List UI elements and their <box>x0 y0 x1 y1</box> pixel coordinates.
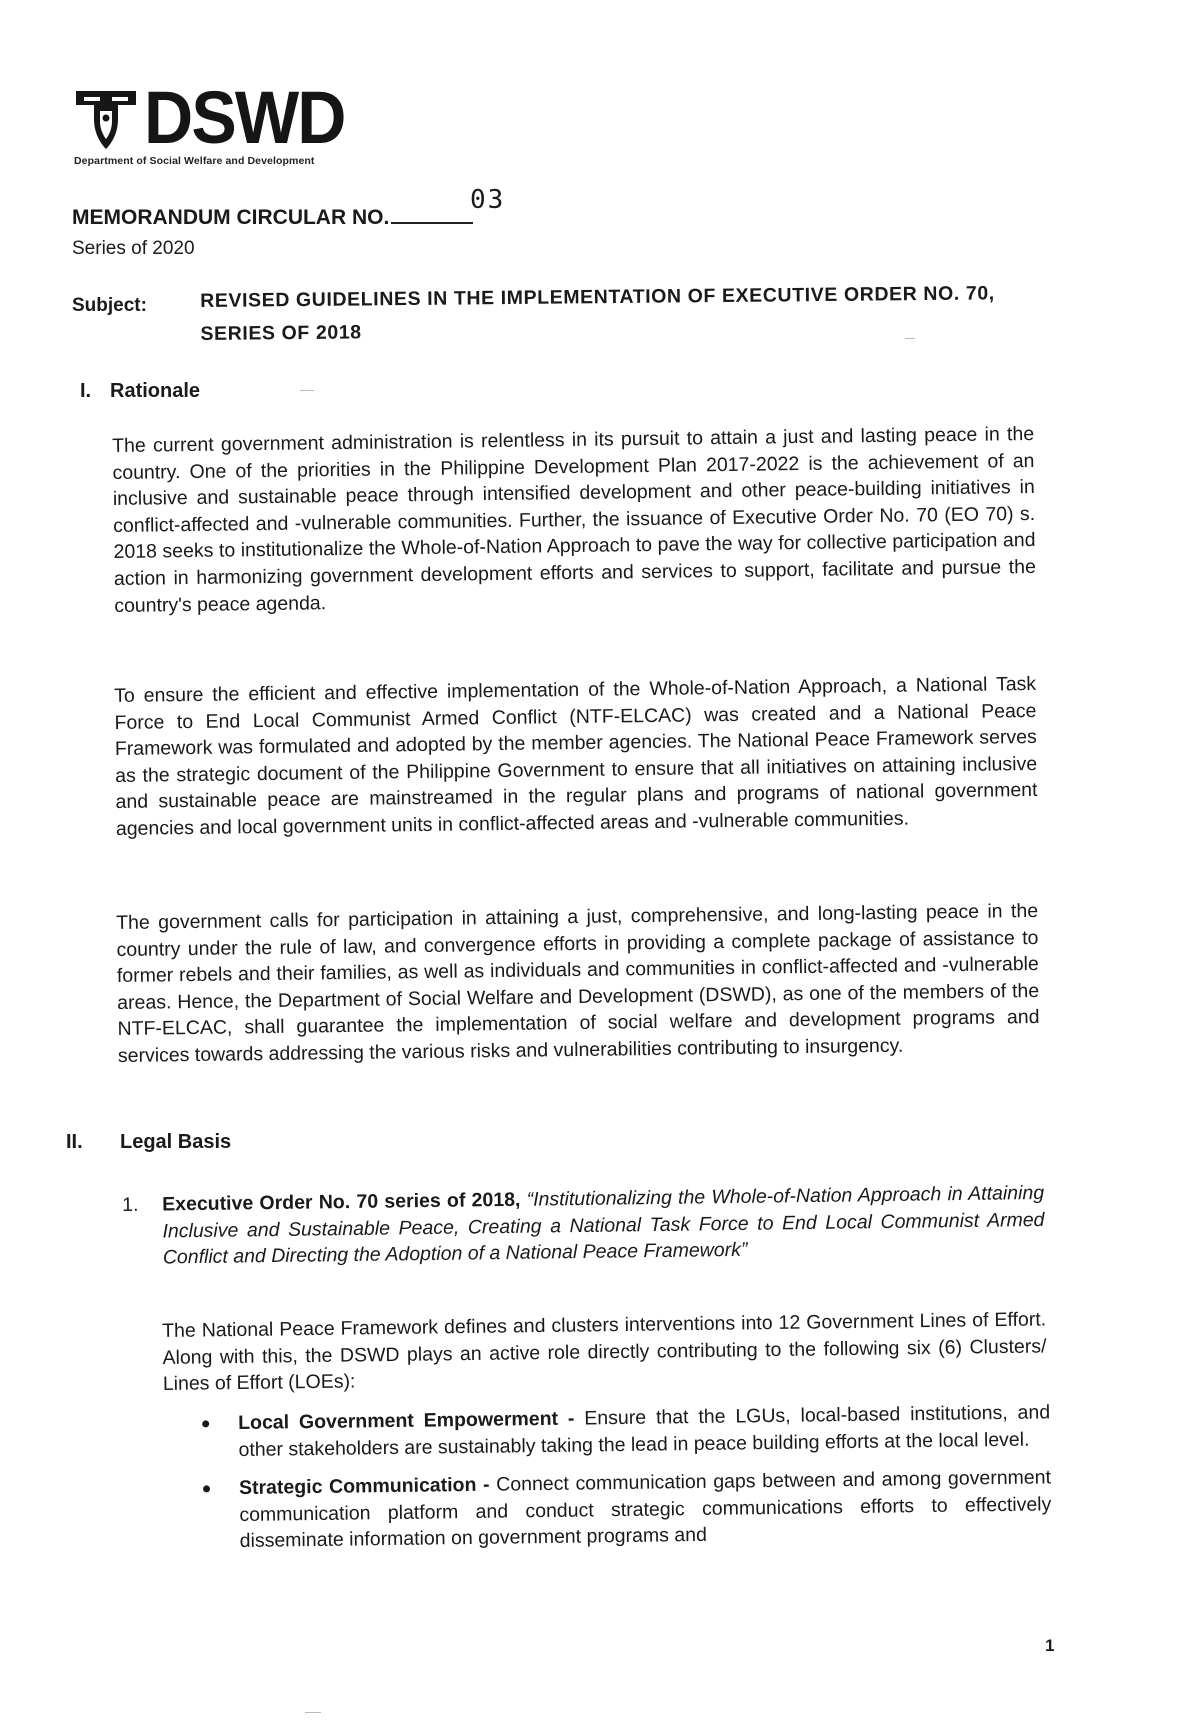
section-2-title: Legal Basis <box>120 1131 232 1153</box>
dswd-logo <box>74 76 364 167</box>
rationale-paragraph-1: The current government administration is relentless in its pursuit to attain a just and lasting peace in the country. One of the priorities in the Philippine Development Plan 2017-2022 is the achievement of an inclusive and sustainable peace through intensified development and other peace-building initiatives in conflict-affected and -vulnerable communities. Further, the issuance of Executive Order No. 70 (EO 70) s. 2018 seeks to institutionalize the Whole-of-Nation Approach to pave the way for collective participation and action in harmonizing government development efforts and services to support, facilitate and pursue the country's peace agenda. <box>112 422 1036 617</box>
item-1-quote: “Institutionalizing the Whole-of-Nation Approach in Attaining Inclusive and Sustainable Peace, Creating a National Task Force to End Local Communist Armed Conflict and Directing the Adoption of a National Peace Framework” <box>162 1181 1045 1269</box>
legal-basis-item-1 <box>122 1180 1045 1272</box>
rationale-paragraph-3: The government calls for participation in attaining a just, comprehensive, and long-lasting peace in the country under the rule of law, and convergence efforts in providing a complete package of assistance to former rebels and their families, as well as individuals and communities in conflict-affected and -vulnerable areas. Hence, the Department of Social Welfare and Development (DSWD), as one of the members of the NTF-ELCAC, shall guarantee the implementation of social welfare and development programs and services towards addressing the various risks and vulnerabilities contributing to insurgency. <box>116 899 1040 1067</box>
subject-label: Subject: <box>72 295 147 316</box>
section-1-title: Rationale <box>110 380 201 402</box>
bullet-icon <box>203 1486 210 1493</box>
loe-title: Strategic Communication - <box>238 1473 490 1500</box>
scan-speck <box>905 338 915 339</box>
loe-bullet-list <box>238 1399 1052 1567</box>
legal-basis-paragraph: The National Peace Framework defines and clusters interventions into 12 Government Lines of Effort. Along with this, the DSWD plays an active role directly contributing to the following six (6) Clusters/ Lines of Effort (LOEs): <box>162 1308 1047 1396</box>
series-label: Series of 2020 <box>72 238 195 259</box>
loe-bullet-item <box>238 1399 1051 1463</box>
rationale-paragraph-2: To ensure the efficient and effective implementation of the Whole-of-Nation Approach, a National Task Force to End Local Communist Armed Conflict (NTF-ELCAC) was created and a National Peace Framework was formulated and adopted by the member agencies. The National Peace Framework serves as the strategic document of the Philippine Government to ensure that all initiatives on attaining inclusive and sustainable peace are mainstreamed in the regular plans and programs of national government agencies and local government units in conflict-affected areas and -vulnerable communities. <box>114 672 1038 840</box>
memo-title <box>72 204 473 230</box>
memo-label: MEMORANDUM CIRCULAR NO. <box>72 206 390 229</box>
loe-bullet-item <box>239 1465 1052 1555</box>
bullet-icon <box>202 1420 209 1427</box>
subject-text: REVISED GUIDELINES IN THE IMPLEMENTATION OF EXECUTIVE ORDER NO. 70, SERIES OF 2018 <box>200 282 995 345</box>
section-2-heading <box>66 1131 231 1154</box>
loe-description: Connect communication gaps between and among government communication platform and conduct strategic communications efforts to effectively disseminate information on government programs and <box>239 1466 1052 1553</box>
memo-number: 03 <box>470 185 506 215</box>
scan-speck <box>300 390 314 391</box>
memo-number-blank <box>391 204 473 224</box>
logo-wordmark: DSWD <box>144 76 345 159</box>
dswd-emblem-icon <box>74 85 138 151</box>
scan-speck <box>305 1712 321 1713</box>
loe-title: Local Government Empowerment - <box>238 1407 575 1434</box>
section-2-number: II. <box>66 1131 83 1153</box>
section-1-number: I. <box>80 380 92 402</box>
loe-description: Ensure that the LGUs, local-based institutions, and other stakeholders are sustainably taking the lead in peace building efforts at the local level. <box>238 1401 1051 1461</box>
item-1-title: Executive Order No. 70 series of 2018, <box>162 1188 521 1216</box>
page-number: 1 <box>1045 1636 1055 1655</box>
logo-subtitle: Department of Social Welfare and Development <box>74 155 315 167</box>
item-1-number: 1. <box>122 1193 139 1216</box>
section-1-heading <box>80 380 200 403</box>
